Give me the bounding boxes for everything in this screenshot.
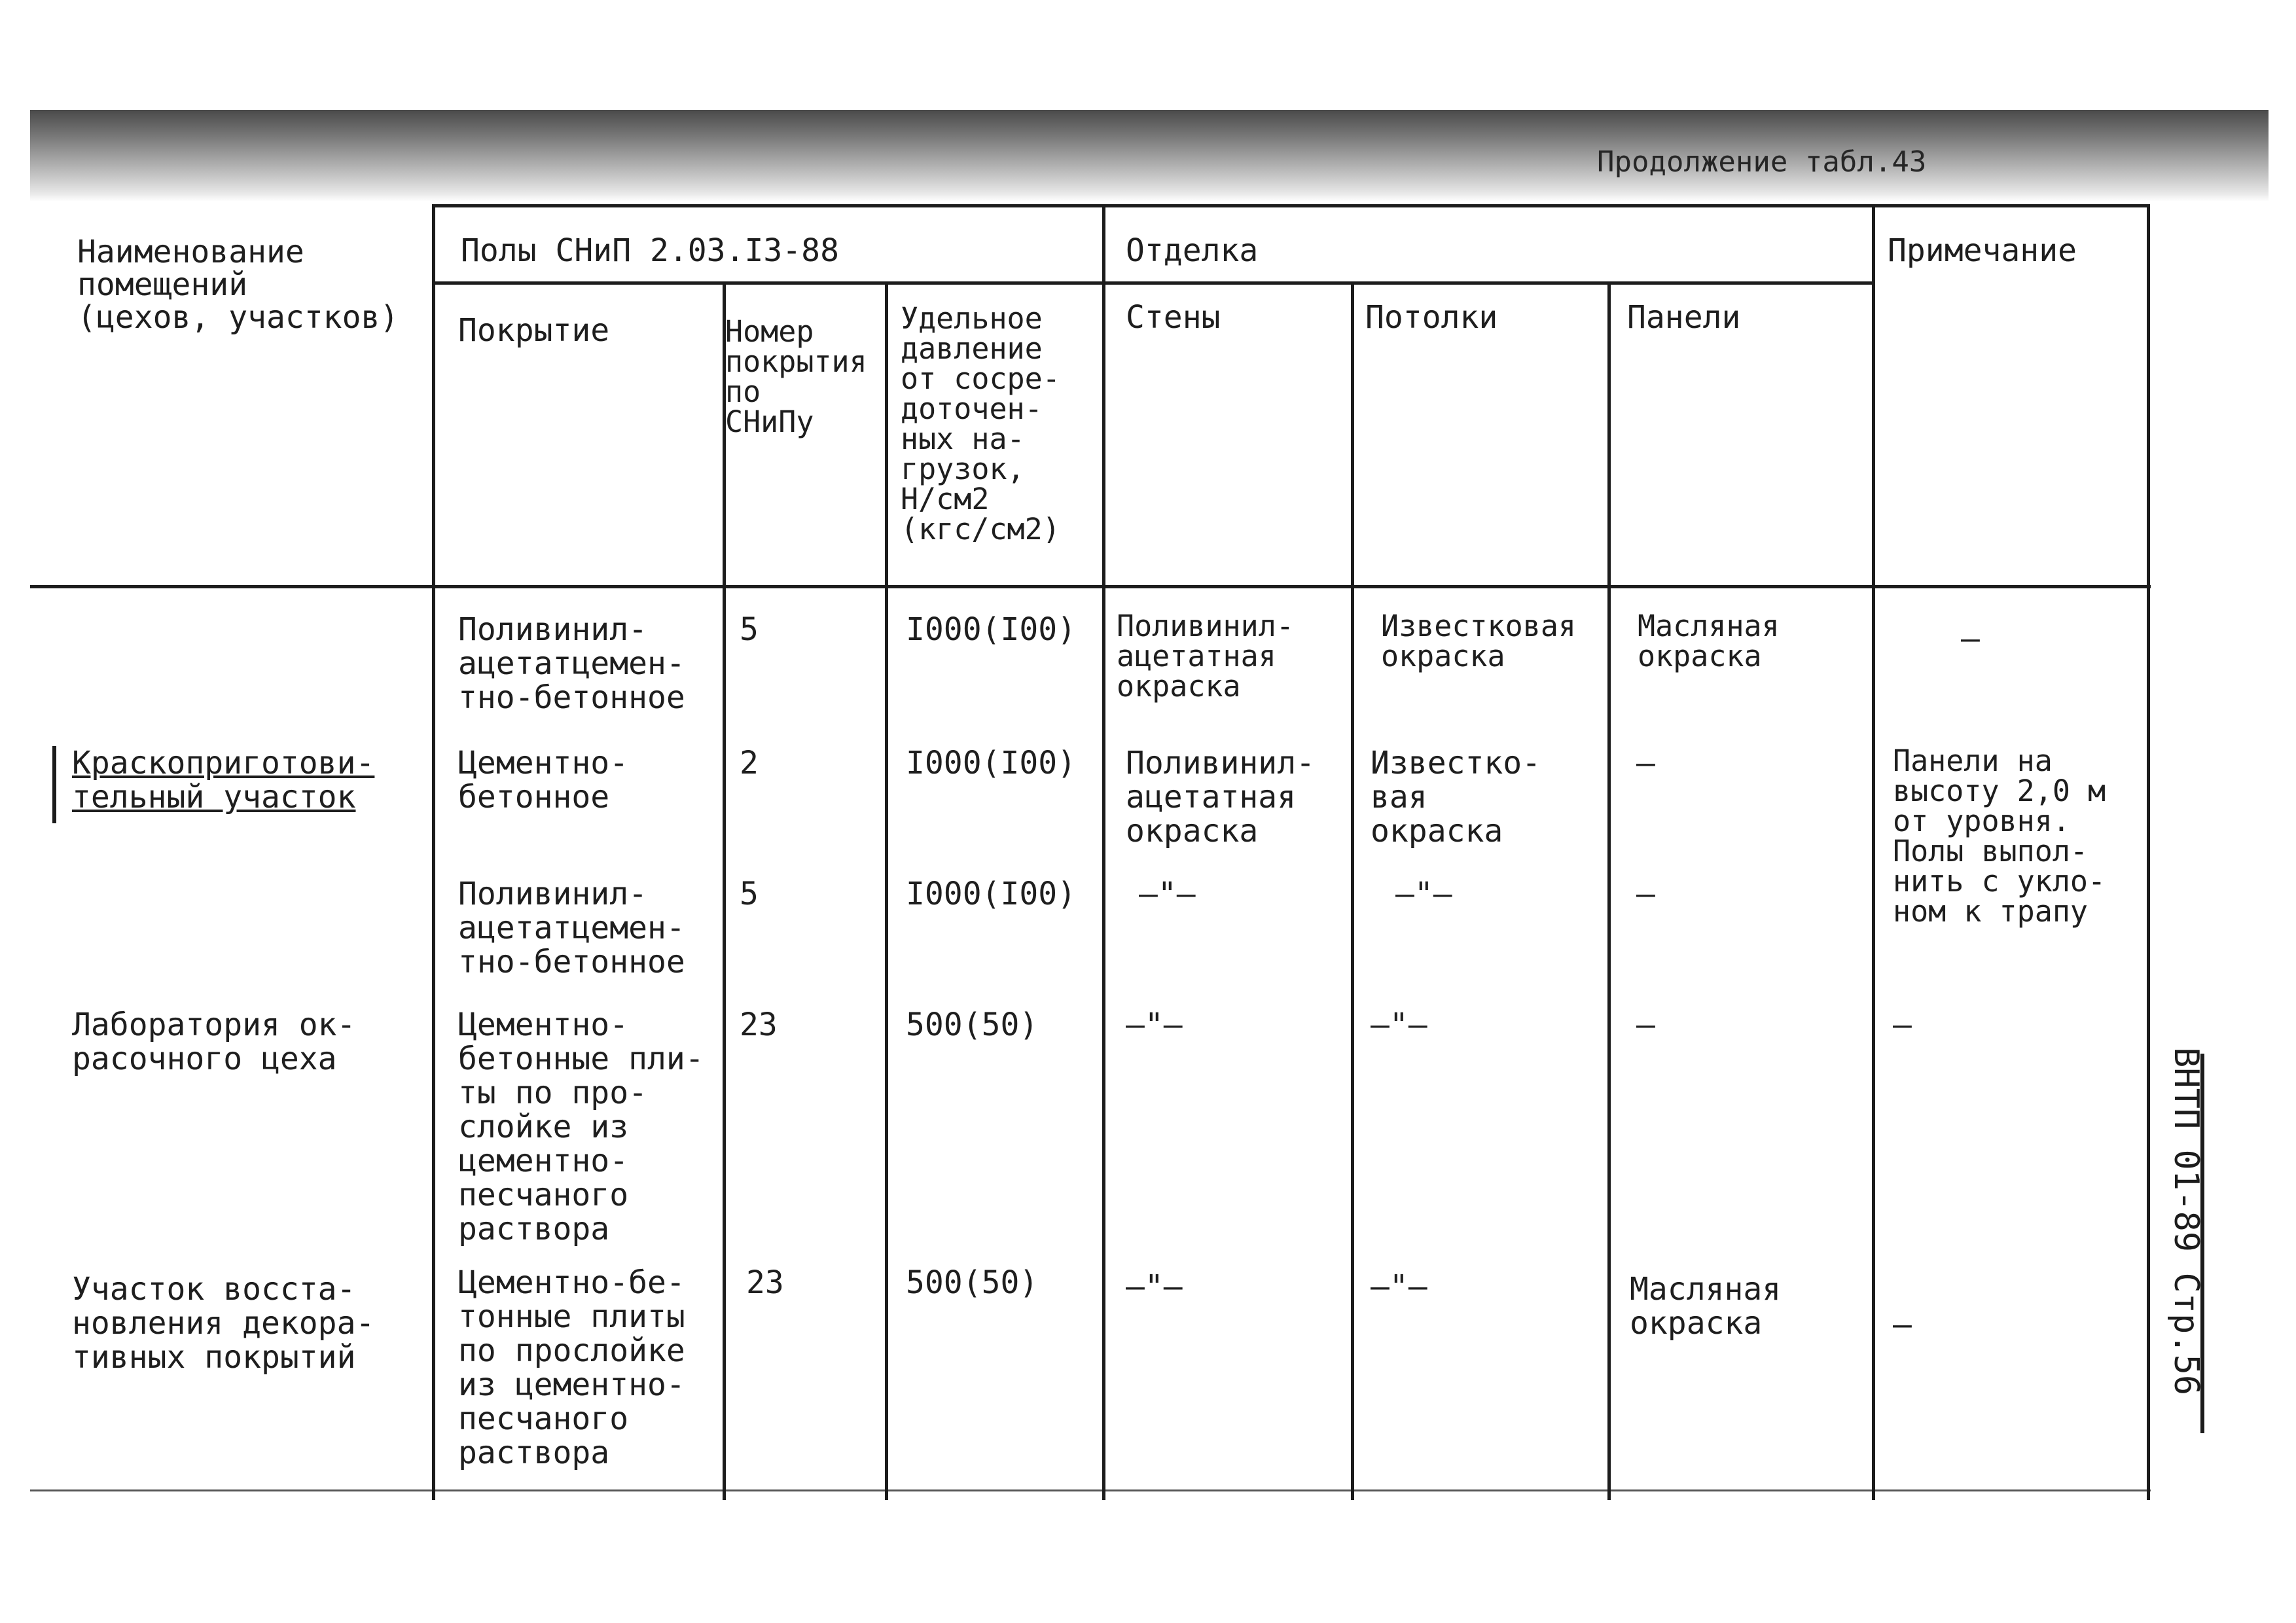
table-continuation-label: Продолжение табл.43: [1597, 145, 1927, 179]
row4-panels: –: [1636, 1007, 1655, 1043]
row4-ceilings: –"–: [1371, 1007, 1427, 1043]
header-room-name: Наименование помещений (цехов, участков): [77, 234, 399, 336]
row3-panels: –: [1636, 876, 1655, 912]
col-rule-ceilings: [1607, 281, 1611, 1500]
row1-walls: Поливинил- ацетатная окраска: [1117, 609, 1294, 704]
row1-note: –: [1961, 620, 1980, 657]
row5-note: –: [1893, 1306, 1912, 1343]
row1-panels: Масляная окраска: [1638, 609, 1780, 673]
header-panels: Панели: [1627, 299, 1741, 336]
row2-walls: Поливинил- ацетатная окраска: [1126, 745, 1315, 849]
table-top-rule: [432, 204, 2147, 207]
row2-room-name: Краскоприготови- тельный участок: [72, 745, 375, 815]
row2-ceilings: Известко- вая окраска: [1371, 745, 1541, 849]
row5-room-name: Участок восста- новления декора- тивных покрытий: [72, 1271, 375, 1376]
row5-walls: –"–: [1126, 1268, 1183, 1305]
row3-number: 5: [740, 876, 759, 912]
header-bottom-rule: [30, 585, 2151, 588]
col-rule-note: [2147, 204, 2150, 1500]
row5-panels: Масляная окраска: [1630, 1271, 1782, 1342]
col-rule-cover: [723, 281, 726, 1500]
header-cover-number: Номер покрытия по СНиПу: [725, 314, 867, 439]
row3-walls: –"–: [1139, 876, 1196, 912]
header-note: Примечание: [1888, 232, 2077, 269]
row5-ceilings: –"–: [1371, 1268, 1427, 1305]
header-specific-pressure: Удельное давление от сосре- доточен- ных на- грузок, Н/см2 (кгс/см2): [901, 301, 1060, 546]
row2-note: Панели на высоту 2,0 м от уровня. Полы выпол- нить с укло- ном к трапу: [1893, 743, 2106, 929]
header-finish-group: Отделка: [1126, 232, 1259, 269]
row2-panels: –: [1636, 745, 1655, 781]
document-page-label: ВНТП 01-89 Стр.56: [2166, 1047, 2206, 1396]
col-rule-panels: [1872, 204, 1875, 1500]
header-ceilings: Потолки: [1365, 299, 1498, 336]
scan-shadow-band: [30, 110, 2269, 202]
row5-pressure: 500(50): [906, 1264, 1039, 1301]
row3-cover: Поливинил- ацетатцемен- тно-бетонное: [458, 876, 685, 980]
row4-number: 23: [740, 1007, 778, 1043]
row4-room-name: Лаборатория ок- расочного цеха: [72, 1007, 356, 1077]
row5-cover: Цементно-бе- тонные плиты по прослойке из цементно- песчаного раствора: [458, 1264, 685, 1471]
row4-note: –: [1893, 1007, 1912, 1043]
header-group-rule: [432, 281, 1872, 285]
row1-cover: Поливинил- ацетатцемен- тно-бетонное: [458, 611, 685, 716]
col-rule-pressure: [1102, 204, 1105, 1500]
row1-ceilings: Известковая окраска: [1381, 609, 1577, 673]
row4-pressure: 500(50): [906, 1007, 1039, 1043]
col-rule-walls: [1351, 281, 1354, 1500]
header-walls: Стены: [1126, 299, 1221, 336]
col-rule-number: [885, 281, 888, 1500]
row4-cover: Цементно- бетонные пли- ты по про- слойке из цементно- песчаного раствора: [458, 1007, 704, 1247]
row2-cover: Цементно- бетонное: [458, 745, 629, 815]
row3-ceilings: –"–: [1395, 876, 1452, 912]
row2-pressure: I000(I00): [906, 745, 1077, 781]
row1-pressure: I000(I00): [906, 611, 1077, 648]
row2-number: 2: [740, 745, 759, 781]
row1-number: 5: [740, 611, 759, 648]
row5-number: 23: [746, 1264, 784, 1301]
row4-walls: –"–: [1126, 1007, 1183, 1043]
table-bottom-rule: [30, 1489, 2151, 1491]
row2-margin-bracket: [52, 746, 56, 823]
header-floors-group: Полы СНиП 2.03.I3-88: [461, 232, 839, 269]
col-rule-name: [432, 204, 435, 1500]
row3-pressure: I000(I00): [906, 876, 1077, 912]
header-cover: Покрытие: [458, 312, 610, 349]
